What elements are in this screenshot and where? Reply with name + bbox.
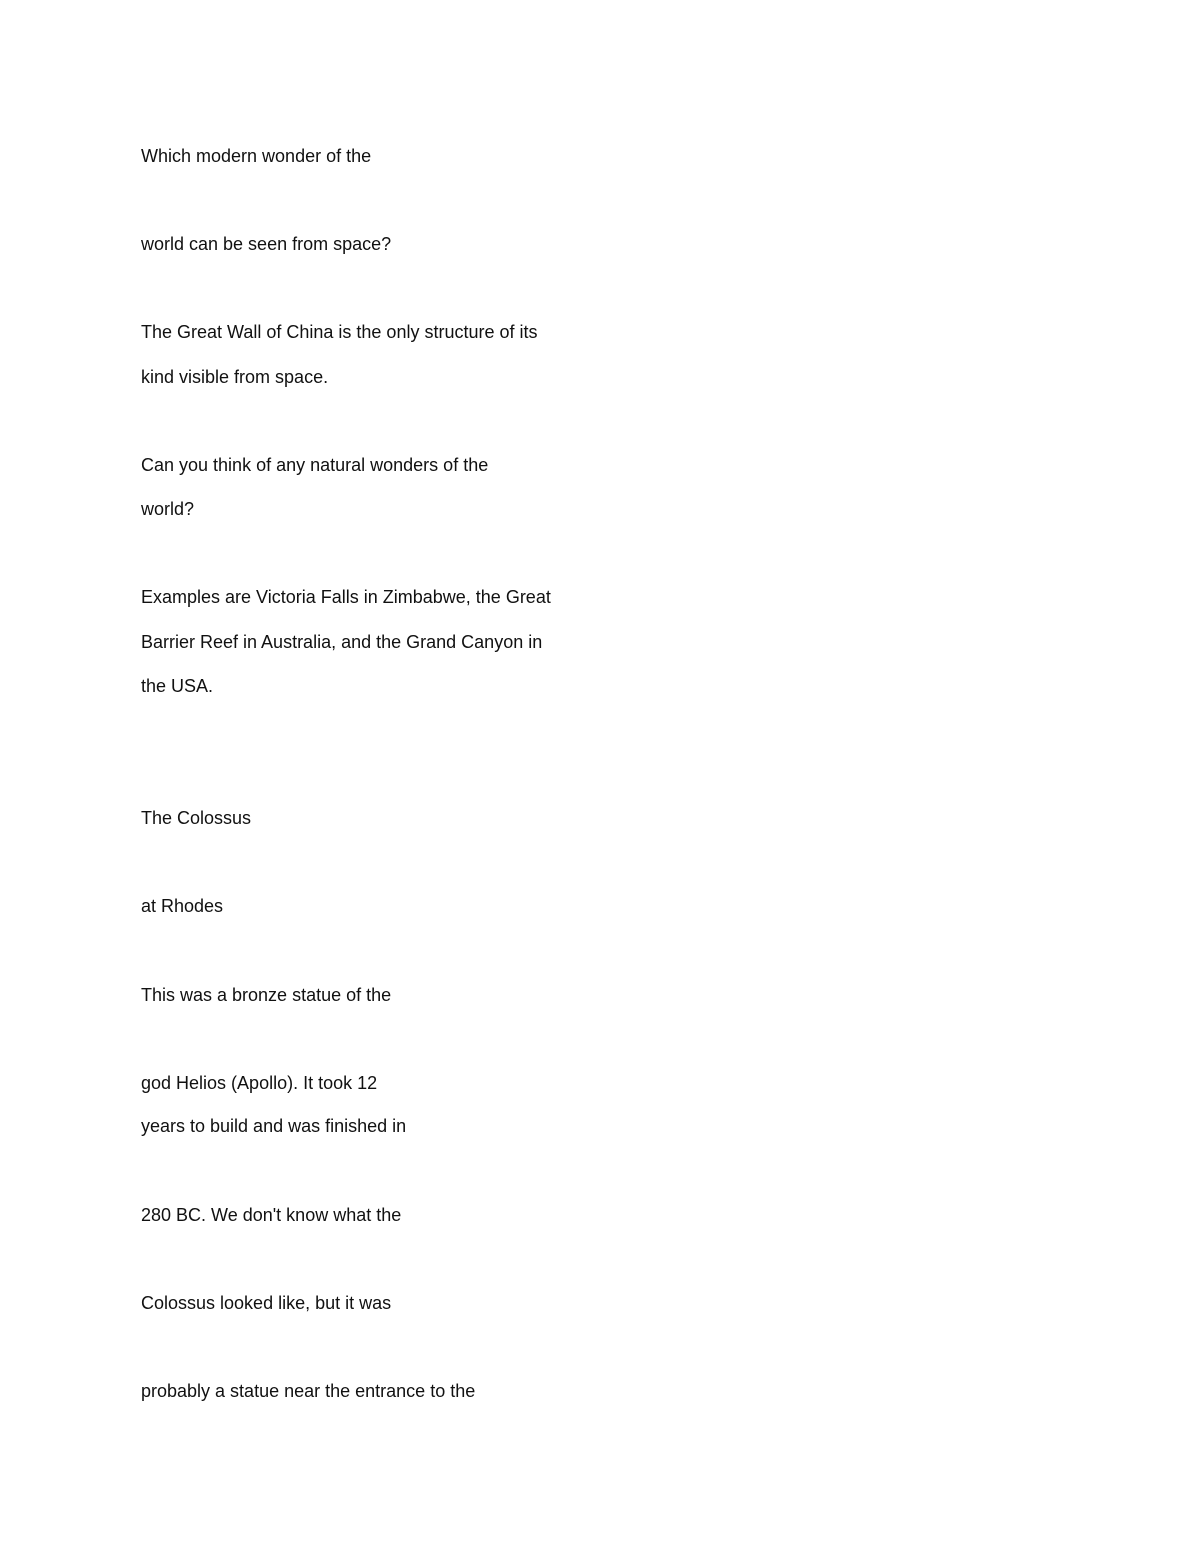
text-line: Examples are Victoria Falls in Zimbabwe, the Great bbox=[141, 587, 551, 607]
text-line: Which modern wonder of the bbox=[141, 146, 372, 166]
text-line: Colossus looked like, but it was bbox=[141, 1293, 392, 1313]
section-heading-line: at Rhodes bbox=[141, 896, 224, 916]
text-line: kind visible from space. bbox=[141, 367, 329, 387]
text-line: the USA. bbox=[141, 676, 214, 696]
text-line: Barrier Reef in Australia, and the Grand Canyon in bbox=[141, 632, 543, 652]
text-line: god Helios (Apollo). It took 12 bbox=[141, 1073, 378, 1093]
text-line: Can you think of any natural wonders of the bbox=[141, 455, 489, 475]
section-heading-line: The Colossus bbox=[141, 808, 252, 828]
text-line: years to build and was finished in bbox=[141, 1116, 407, 1136]
text-line: world can be seen from space? bbox=[141, 234, 392, 254]
text-line: This was a bronze statue of the bbox=[141, 985, 392, 1005]
text-line: world? bbox=[141, 499, 195, 519]
text-line: probably a statue near the entrance to the bbox=[141, 1381, 476, 1401]
text-line: 280 BC. We don't know what the bbox=[141, 1205, 402, 1225]
text-line: The Great Wall of China is the only structure of its bbox=[141, 322, 538, 342]
